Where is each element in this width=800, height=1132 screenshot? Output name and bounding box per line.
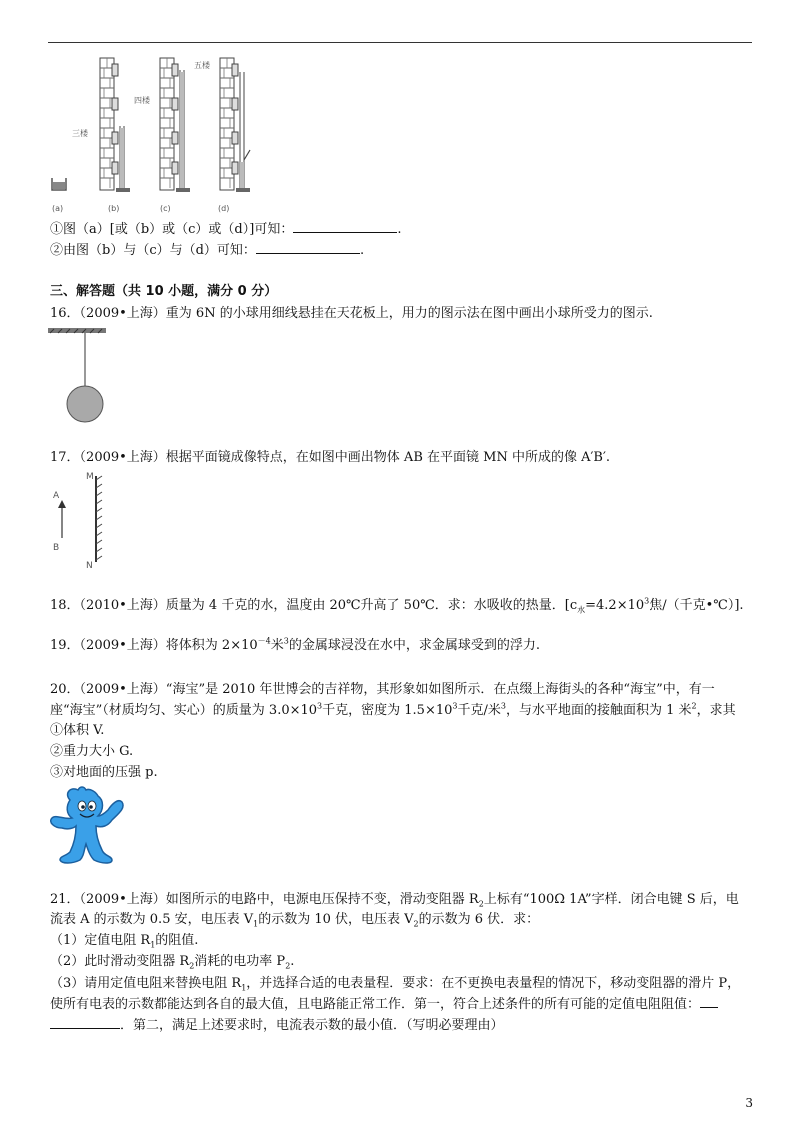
q16-text: 16．（2009•上海）重为 6N 的小球用细线悬挂在天花板上，用力的图示法在图中画出小球所受力的图示. xyxy=(50,306,653,321)
q21-item3: （3）请用定值电阻来替换电阻 $R_1$，并选择合适的电表量程．要求：在不更换电表量程的情况下，移动变阻器的滑片 P， xyxy=(50,976,741,993)
q19-text: 19．（2009•上海）将体积为 $2\times 10^{-4}$米$^3$的金属球浸没在水中，求金属球受到的浮力. xyxy=(50,636,540,653)
haibao-mascot-image xyxy=(46,784,132,866)
answer-blank[interactable] xyxy=(50,1018,120,1029)
answer-blank[interactable] xyxy=(311,222,397,233)
point-b-label: B xyxy=(53,543,60,553)
top-rule xyxy=(48,42,752,43)
page-number: 3 xyxy=(745,1096,753,1110)
q18-text: 18．（2010•上海）质量为 4 千克的水，温度由 20℃升高了 50℃．求：水吸收的热量．[$c_水=4.2\times 10^3$焦/（千克•℃）]. xyxy=(50,596,744,615)
plane-mirror-figure xyxy=(44,470,114,570)
point-m-label: M xyxy=(86,472,94,482)
q20-item2: ②重力大小 G. xyxy=(50,744,134,759)
panel-c-building xyxy=(160,58,190,192)
section-title: 三、解答题（共 10 小题，满分 0 分） xyxy=(50,284,278,299)
point-a-label: A xyxy=(53,491,60,501)
floor-label-3: 三楼 xyxy=(72,129,88,138)
q15-part1: ①图（a）[或（b）或（c）或（d）]可知： . xyxy=(50,222,402,237)
answer-blank[interactable] xyxy=(274,243,360,254)
q21-line1: 21．（2009•上海）如图所示的电路中，电源电压保持不变，滑动变阻器 $R_2$上标有“100Ω 1A”字样．闭合电键 S 后，电 xyxy=(50,892,739,909)
floor-label-4: 四楼 xyxy=(134,96,150,105)
floor-label-5: 五楼 xyxy=(194,61,210,70)
q21-line7: ．第二，满足上述要求时，电流表示数的最小值．（写明必要理由） xyxy=(50,1017,504,1035)
q21-item2: （2）此时滑动变阻器 $R_2$消耗的电功率 $P_2$. xyxy=(50,954,295,971)
q17-text: 17．（2009•上海）根据平面镜成像特点，在如图中画出物体 AB 在平面镜 MN 中所成的像 A′B′. xyxy=(50,450,611,465)
panel-b-building xyxy=(100,58,130,192)
q21-line6: 使所有电表的示数都能达到各自的最大值，且电路能正常工作．第一，符合上述条件的所有可能的定值电阻阻值： xyxy=(50,996,718,1014)
panel-d-building xyxy=(220,58,250,192)
point-n-label: N xyxy=(86,561,93,571)
q20-line1: 20．（2009•上海）“海宝”是 2010 年世博会的吉祥物，其形象如如图所示．在点缀上海街头的各种“海宝”中，有一 xyxy=(50,682,715,697)
panel-label-a: (a) xyxy=(52,204,64,213)
q20-item3: ③对地面的压强 p. xyxy=(50,765,158,780)
q21-item1: （1）定值电阻 $R_1$的阻值. xyxy=(50,933,199,950)
hanging-ball-figure xyxy=(44,328,124,428)
q15-part2: ②由图（b）与（c）与（d）可知： . xyxy=(50,243,365,258)
q21-line2: 流表 A 的示数为 0.5 安，电压表 $V_1$的示数为 10 伏，电压表 $V_2$的示数为 6 伏．求： xyxy=(50,912,540,929)
panel-label-b: (b) xyxy=(108,204,120,213)
panel-label-d: (d) xyxy=(218,204,230,213)
panel-label-c: (c) xyxy=(160,204,171,213)
panel-a-beaker xyxy=(52,178,66,190)
q20-item1: ①体积 V. xyxy=(50,723,105,738)
q20-line2: 座“海宝”（材质均匀、实心）的质量为 $3.0\times 10^3$千克，密度为 $1.5\times 10^3$千克/米$^3$，与水平地面的接触面积为 1 米$^2$，求其 xyxy=(50,701,736,718)
